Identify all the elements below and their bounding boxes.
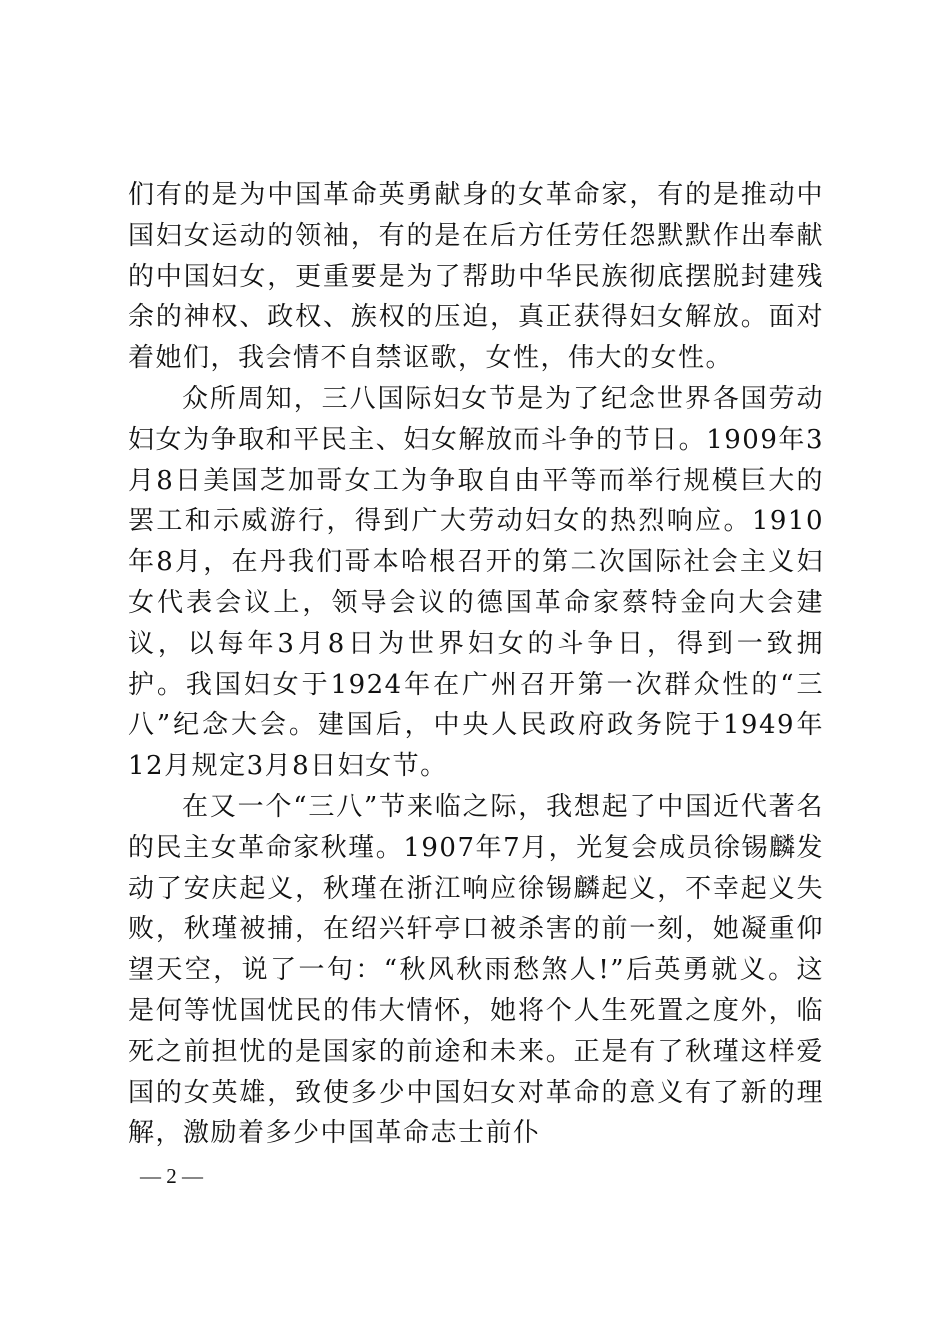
paragraph-1: 们有的是为中国革命英勇献身的女革命家，有的是推动中国妇女运动的领袖，有的是在后方任劳任怨默默作出奉献的中国妇女，更重要是为了帮助中华民族彻底摆脱封建残余的神权、政权、族权的压迫，真正获得妇女解放。面对着她们，我会情不自禁讴歌，女性，伟大的女性。 bbox=[128, 180, 824, 374]
paragraph-3: 在又一个“三八”节来临之际，我想起了中国近代著名的民主女革命家秋瑾。1907年7月，光复会成员徐锡麟发动了安庆起义，秋瑾在浙江响应徐锡麟起义，不幸起义失败，秋瑾被捕，在绍兴轩亭口被杀害的前一刻，她凝重仰望天空，说了一句：“秋风秋雨愁煞人!”后英勇就义。这是何等忧国忧民的伟大情怀，她将个人生死置之度外，临死之前担忧的是国家的前途和未来。正是有了秋瑾这样爱国的女英雄，致使多少中国妇女对革命的意义有了新的理解，激励着多少中国革命志士前仆 bbox=[128, 791, 824, 1149]
document-body bbox=[128, 175, 824, 1154]
paragraph-2: 众所周知，三八国际妇女节是为了纪念世界各国劳动妇女为争取和平民主、妇女解放而斗争的节日。1909年3月8日美国芝加哥女工为争取自由平等而举行规模巨大的罢工和示威游行，得到广大劳动妇女的热烈响应。1910年8月，在丹我们哥本哈根召开的第二次国际社会主义妇女代表会议上，领导会议的德国革命家蔡特金向大会建议，以每年3月8日为世界妇女的斗争日，得到一致拥护。我国妇女于1924年在广州召开第一次群众性的“三八”纪念大会。建国后，中央人民政府政务院于1949年12月规定3月8日妇女节。 bbox=[128, 383, 824, 782]
page-number: — 2 — bbox=[140, 1164, 203, 1188]
